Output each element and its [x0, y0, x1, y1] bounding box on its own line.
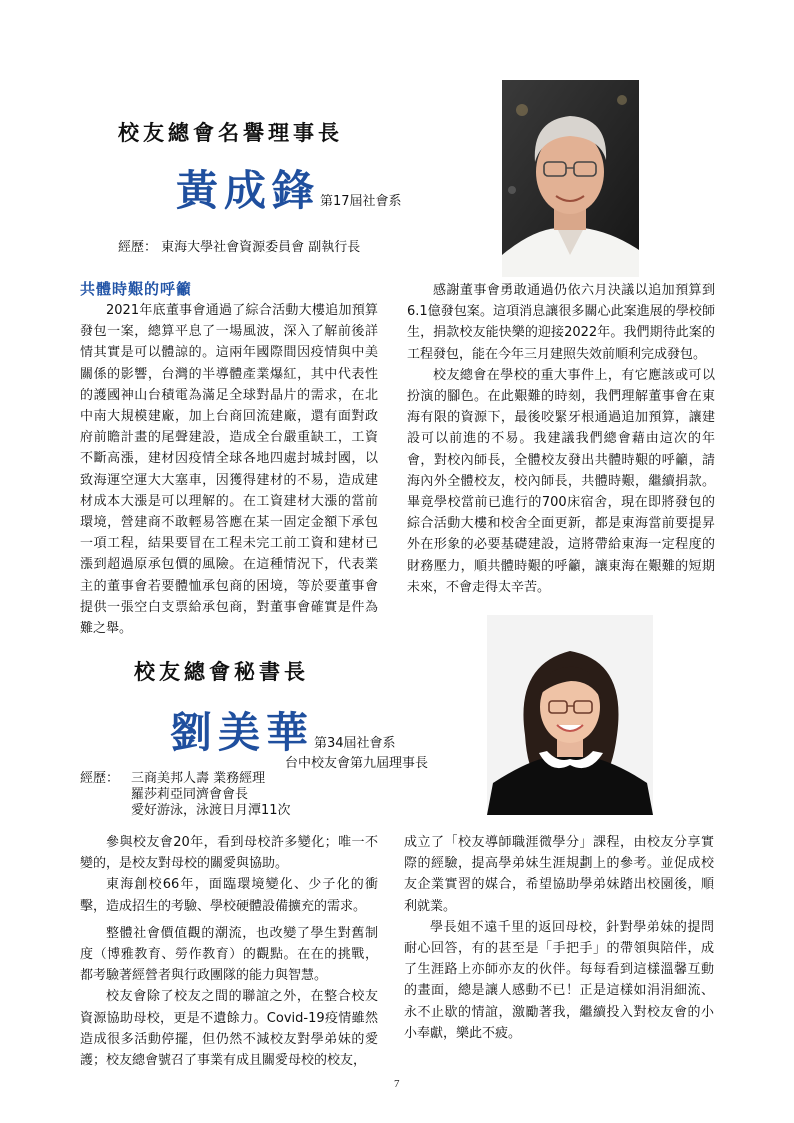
section2-experience	[80, 771, 119, 787]
section1-right-paragraph-2: 校友總會在學校的重大事件上，有它應該或可以扮演的腳色。在此艱難的時刻，我們理解董事會在東海有限的資源下，最後咬緊牙根通過追加預算，讓建設可以前進的不易。我建議我們總會藉由這次的年會，對校內師長，全體校友發出共體時艱的呼籲，請海內外全體校友，校內師長，共體時艱，繼續捐款。畢竟學校當前已進行的700床宿舍，現在即將發包的綜合活動大樓和校舍全面更新，都是東海當前要提昇外在形象的必要基礎建設，這將帶給東海一定程度的財務壓力，順共體時艱的呼籲，讓東海在艱難的短期未來，不會走得太辛苦。	[407, 367, 715, 595]
section2-experience-label: 經歷：	[80, 771, 120, 786]
portrait-photo-chairman	[502, 80, 639, 277]
section1-name: 黃成鋒	[176, 166, 321, 215]
section2-experience-list	[131, 771, 291, 819]
section1-heading: 共體時艱的呼籲	[80, 280, 193, 298]
section2-right-paragraph-1: 成立了「校友導師職涯微學分」課程，由校友分享實際的經驗，提高學弟妹生涯規劃上的參考。並促成校友企業實習的媒合，希望協助學弟妹踏出校園後，順利就業。	[404, 835, 714, 914]
experience-item: 愛好游泳，泳渡日月潭11次	[131, 803, 291, 818]
section1-right-column	[407, 280, 715, 598]
experience-item: 羅莎莉亞同濟會會長	[131, 787, 249, 802]
section1-left-column	[80, 300, 378, 639]
section1-experience: 經歷： 東海大學社會資源委員會 副執行長	[118, 240, 361, 255]
section1-name-line	[176, 166, 402, 215]
section2-title: 校友總會秘書長	[134, 659, 309, 684]
section2-left-paragraph-3: 整體社會價值觀的潮流，也改變了學生對舊制度（博雅教育、勞作教育）的觀點。在在的挑戰，都考驗著經營者與行政團隊的能力與智慧。	[80, 925, 378, 984]
section2-right-column	[404, 832, 714, 1044]
section1-class-tag: 第17屆社會系	[320, 194, 402, 209]
section2-class-tag: 第34屆社會系	[314, 736, 396, 751]
section1-title: 校友總會名譽理事長	[118, 120, 343, 145]
page-number: 7	[394, 1078, 400, 1090]
experience-item: 三商美邦人壽 業務經理	[131, 771, 266, 786]
section1-right-paragraph-1: 感謝董事會勇敢通過仍依六月決議以追加預算到6.1億發包案。這項消息讓很多關心此案進展的學校師生，捐款校友能快樂的迎接2022年。我們期待此案的工程發包，能在今年三月建照失效前順利完成發包。	[407, 283, 715, 362]
section1-left-paragraph: 2021年底董事會通過了綜合活動大樓追加預算發包一案，總算平息了一場風波，深入了解前後詳情其實是可以體諒的。這兩年國際間因疫情與中美關係的影響，台灣的半導體產業爆紅，其中代表性的護國神山台積電為滿足全球對晶片的需求，在北中南大規模建廠，加上台商回流建廠，還有面對政府前瞻計畫的尾聲建設，造成全台嚴重缺工，工資不斷高漲，建材因疫情全球各地四處封城封國，以致海運空運大大塞車，因獲得建材的不易，造成建材成本大漲是可以理解的。在工資建材大漲的當前環境，營建商不敢輕易答應在某一固定金額下承包一項工程，結果要冒在工程未完工前工資和建材已漲到超過原承包價的風險。在這種情況下，代表業主的董事會若要體恤承包商的困境，等於要董事會提供一張空白支票給承包商，對董事會確實是件為難之舉。	[80, 303, 378, 637]
section2-right-paragraph-2: 學長姐不遠千里的返回母校，針對學弟妹的提問耐心回答，有的甚至是「手把手」的帶領與陪伴，成了生涯路上亦師亦友的伙伴。每每看到這樣溫馨互動的畫面，總是讓人感動不已！正是這樣如涓涓細流、永不止歇的情誼，激勵著我，繼續投入對校友會的小小奉獻，樂此不疲。	[404, 919, 714, 1041]
section2-name: 劉美華	[170, 708, 315, 757]
section2-left-paragraph-2: 東海創校66年，面臨環境變化、少子化的衝擊，造成招生的考驗、學校硬體設備擴充的需求。	[80, 877, 378, 914]
section2-class-tag-2: 台中校友會第九屆理事長	[285, 756, 429, 771]
section2-left-paragraph-1: 參與校友會20年，看到母校許多變化；唯一不變的，是校友對母校的關愛與協助。	[80, 835, 378, 872]
portrait-photo-secretary	[487, 615, 653, 815]
section2-left-column	[80, 832, 378, 1071]
section2-name-line	[170, 708, 396, 757]
section2-left-paragraph-4: 校友會除了校友之間的聯誼之外，在整合校友資源協助母校，更是不遺餘力。Covid-19疫情雖然造成很多活動停擺，但仍然不減校友對學弟妹的愛護；校友總會號召了事業有成且關愛母校的校友，	[80, 989, 378, 1069]
